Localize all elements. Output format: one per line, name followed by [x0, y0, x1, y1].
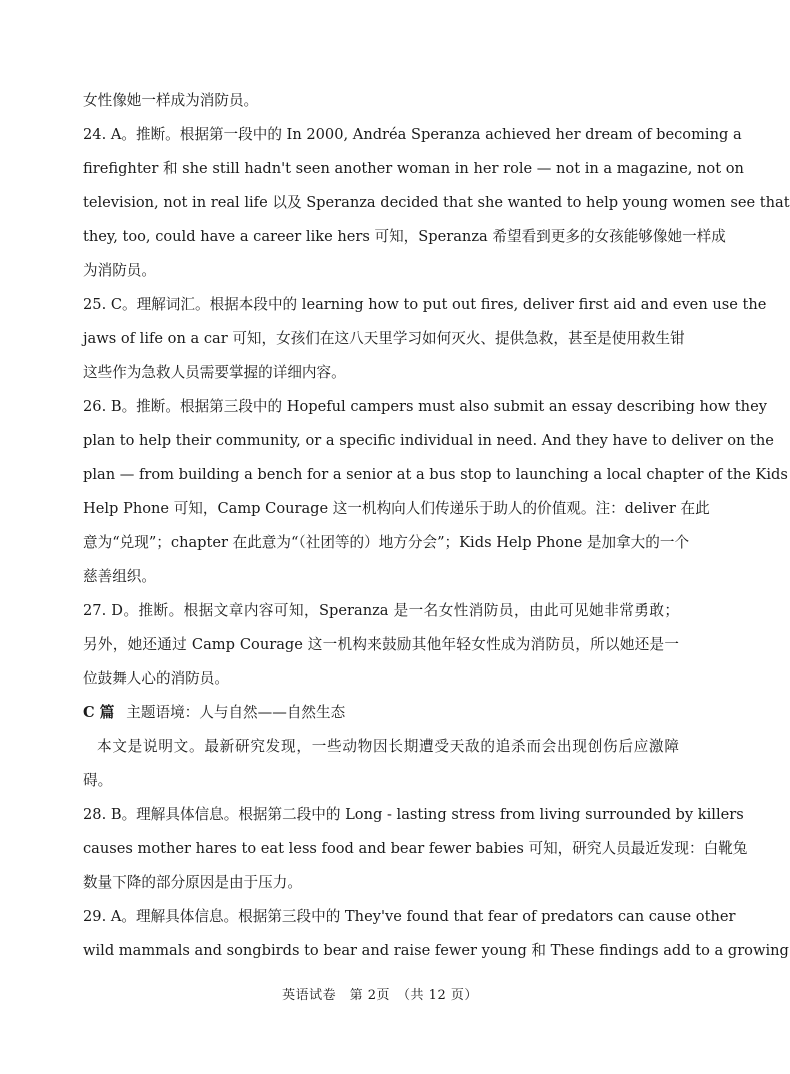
answer-26-line: 26. B。推断。根据第三段中的 Hopeful campers must also submit an essay describing how they [83, 398, 767, 415]
text-line: 数量下降的部分原因是由于压力。 [83, 874, 302, 891]
text-line: Help Phone 可知，Camp Courage 这一机构向人们传递乐于助人的价值观。注：deliver 在此 [83, 500, 710, 517]
text-line: jaws of life on a car 可知，女孩们在这八天里学习如何灭火、提供急救，甚至是使用救生钳 [83, 330, 685, 347]
text-line: they, too, could have a career like hers 可知，Speranza 希望看到更多的女孩能够像她一样成 [83, 228, 726, 245]
text-line: 这些作为急救人员需要掌握的详细内容。 [83, 364, 346, 381]
text-line: wild mammals and songbirds to bear and raise fewer young 和 These findings add to a growing [83, 942, 789, 959]
text-line: 碍。 [83, 772, 113, 789]
text-line: causes mother hares to eat less food and bear fewer babies 可知，研究人员最近发现：白靴兔 [83, 840, 748, 857]
text-line: plan to help their community, or a specific individual in need. And they have to deliver on the [83, 432, 774, 449]
answer-24-line: 24. A。推断。根据第一段中的 In 2000, Andréa Speranza achieved her dream of becoming a [83, 126, 742, 143]
answer-29-line: 29. A。理解具体信息。根据第三段中的 They've found that fear of predators can cause other [83, 908, 736, 925]
text-line: 慈善组织。 [83, 568, 156, 585]
text-line: firefighter 和 she still hadn't seen another woman in her role — not in a magazine, not on [83, 160, 744, 177]
answer-explanations [83, 84, 790, 968]
answer-25-line: 25. C。理解词汇。根据本段中的 learning how to put out fires, deliver first aid and even use the [83, 296, 767, 313]
text-line: 位鼓舞人心的消防员。 [83, 670, 229, 687]
summary-line: 本文是说明文。最新研究发现，一些动物因长期遭受天敌的追杀而会出现创伤后应激障 [97, 738, 679, 755]
section-letter: C 篇 [83, 704, 115, 721]
answer-27-line: 27. D。推断。根据文章内容可知，Speranza 是一名女性消防员，由此可见她非常勇敢； [83, 602, 679, 619]
text-line: 为消防员。 [83, 262, 156, 279]
text-line: 女性像她一样成为消防员。 [83, 92, 259, 109]
section-theme: 主题语境：人与自然——自然生态 [126, 704, 346, 721]
page-footer: 英语试卷 第 2页 （共 12 页） [282, 988, 478, 1003]
text-line: 另外，她还通过 Camp Courage 这一机构来鼓励其他年轻女性成为消防员，所以她还是一 [83, 636, 679, 653]
section-c-heading [83, 696, 679, 730]
answer-28-line: 28. B。理解具体信息。根据第二段中的 Long - lasting stress from living surrounded by killers [83, 806, 744, 823]
text-line: 意为“兑现”；chapter 在此意为“（社团等的）地方分会”；Kids Help Phone 是加拿大的一个 [83, 534, 690, 551]
text-line: television, not in real life 以及 Speranza decided that she wanted to help young women see that [83, 194, 790, 211]
text-line: plan — from building a bench for a senior at a bus stop to launching a local chapter of the Kids [83, 466, 788, 483]
